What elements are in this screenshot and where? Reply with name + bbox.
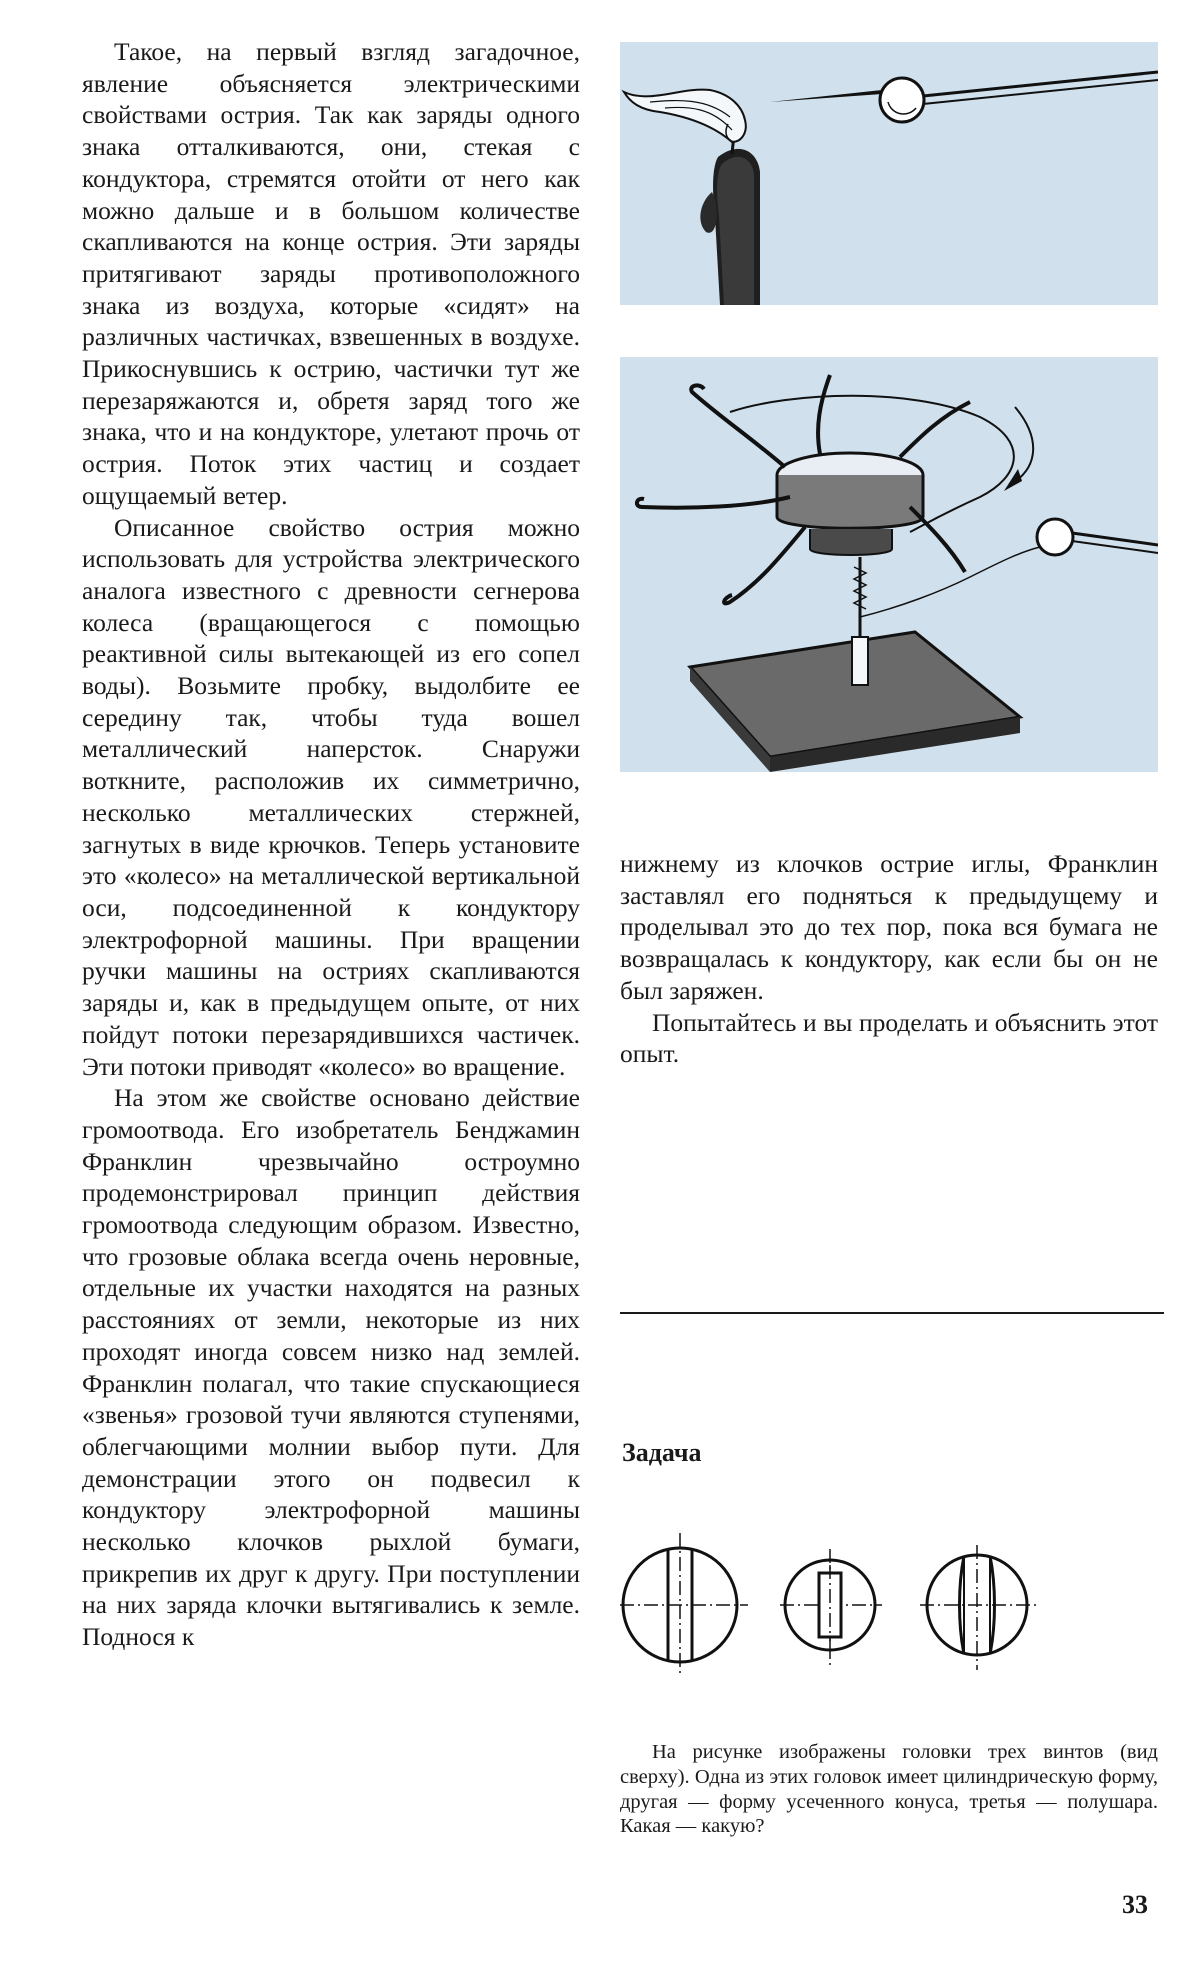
- screw-head-1: [620, 1533, 748, 1677]
- right-text-column: [620, 848, 1158, 1070]
- paragraph-lightning-rod: На этом же свойстве основано действие громоотвода. Его изобретатель Бенджамин Франклин чрезвычайно остроумно продемонстрировал принцип действия громоотвода следующим образом. Известно, что грозовые облака всегда очень неровные, отдельные их участки находятся на разных расстояниях от земли, некоторые из них проходят иногда совсем низко над землей. Франклин полагал, что такие спускающиеся «звенья» грозовой тучи являются ступенями, облегчающими молнии выбор пути. Для демонстрации этого он подвесил к кондуктору электрофорной машины несколько клочков рыхлой бумаги, прикрепив их друг к другу. При поступлении на них заряда клочки вытягивались к земле. Поднося к: [82, 1083, 580, 1652]
- screw-head-2: [780, 1549, 882, 1665]
- section-divider: [620, 1312, 1164, 1314]
- figure-candle-needle: [620, 42, 1158, 305]
- left-text-column: [82, 36, 580, 1653]
- page-number: 33: [1122, 1890, 1148, 1919]
- paragraph-point-charges: Такое, на первый взгляд загадочное, явление объясняется электрическими свойствами острия. Так как заряды одного знака отталкиваются, они, стекая с кондуктора, стремятся отойти от него как можно дальше и в большом количестве скапливаются на конце острия. Эти заряды притягивают заряды противоположного знака из воздуха, которые «сидят» на различных частичках, взвешенных в воздухе. Прикоснувшись к острию, частички тут же перезаряжаются и, обретя заряд того же знака, что и на кондукторе, улетают прочь от острия. Поток этих частиц и создает ощущаемый ветер.: [82, 37, 580, 510]
- figure-electric-wheel: [620, 357, 1158, 772]
- screw-head-3: [920, 1545, 1038, 1670]
- paragraph-franklin-continued: нижнему из клочков острие иглы, Франклин заставлял его подняться к предыдущему и проделывал это до тех пор, пока вся бумага не возвращалась к кондуктору, как если бы он не был заряжен.: [620, 849, 1158, 1005]
- task-heading: Задача: [622, 1438, 702, 1467]
- figure-screw-heads: [620, 1525, 1168, 1685]
- paragraph-try-experiment: Попытайтесь и вы проделать и объяснить этот опыт.: [620, 1007, 1158, 1069]
- task-caption: На рисунке изображены головки трех винтов (вид сверху). Одна из этих головок имеет цилиндрическую форму, другая — форму усеченного конуса, третья — полушара. Какая — какую?: [620, 1741, 1158, 1838]
- paragraph-segner-wheel: Описанное свойство острия можно использовать для устройства электрического аналога известного с древности сегнерова колеса (вращающегося с помощью реактивной силы вытекающей из его сопел воды). Возьмите пробку, выдолбите ее середину так, чтобы туда вошел металлический наперсток. Снаружи воткните, расположив их симметрично, несколько металлических стержней, загнутых в виде крючков. Теперь установите это «колесо» на металлической вертикальной оси, подсоединенной к кондуктору электрофорной машины. При вращении ручки машины на остриях скапливаются заряды и, как в предыдущем опыте, от них пойдут потоки перезарядившихся частичек. Эти потоки приводят «колесо» во вращение.: [82, 512, 580, 1081]
